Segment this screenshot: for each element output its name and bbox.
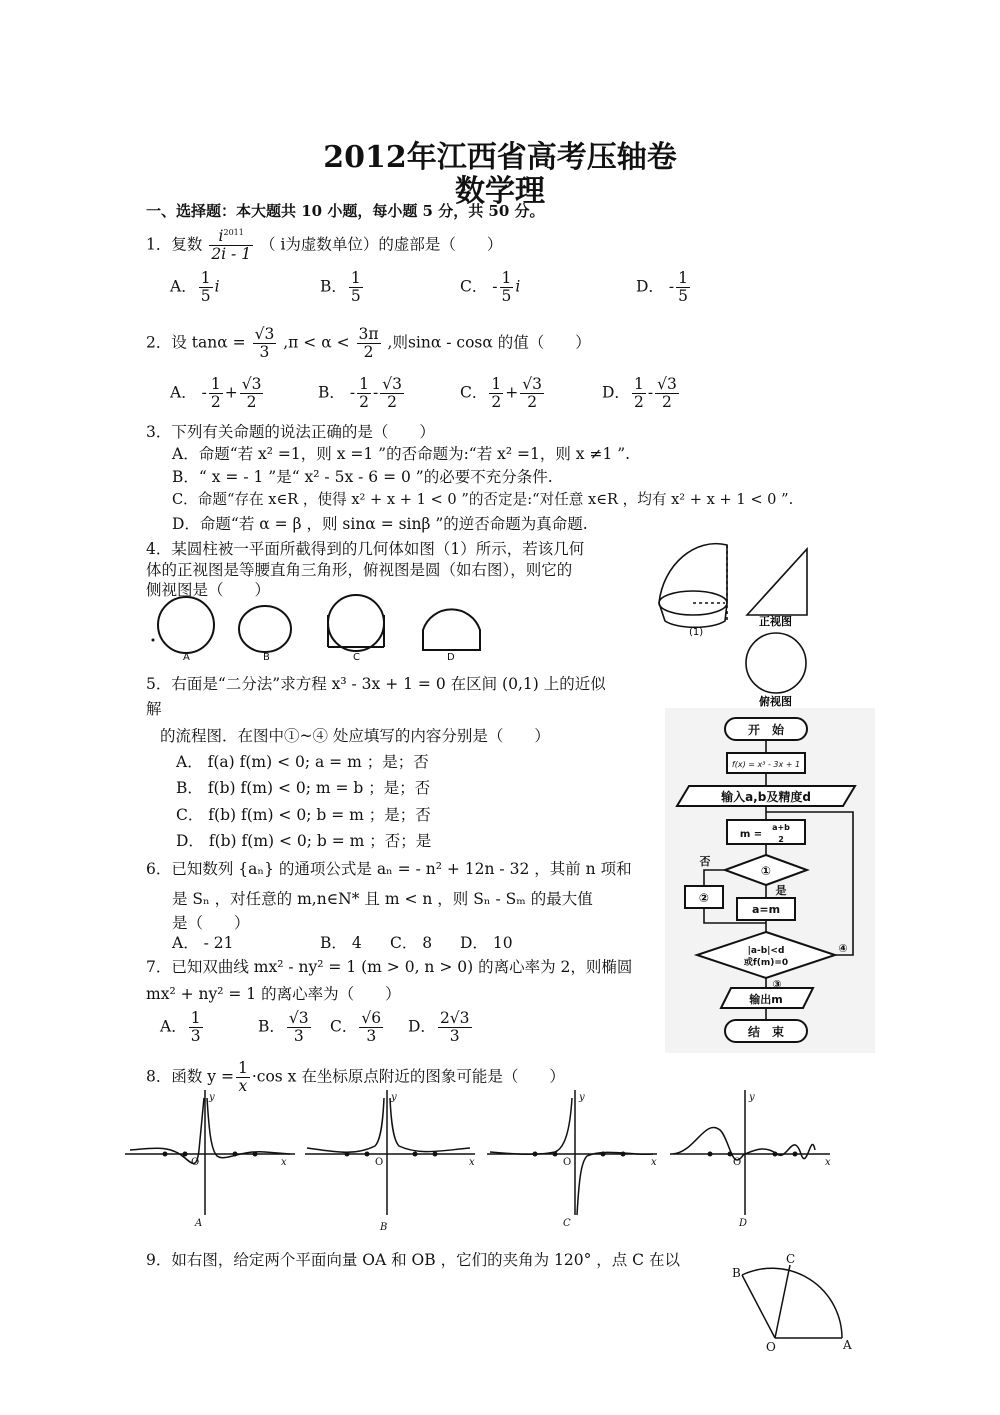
graph-b-origin: O bbox=[375, 1157, 384, 1168]
question-5-line2: 解 bbox=[146, 700, 162, 718]
q4-solid-figures bbox=[655, 535, 825, 708]
q1-option-d: D． - $\frac{1}{5}$ bbox=[636, 269, 688, 306]
flow-no-label: 否 bbox=[699, 855, 711, 868]
q3-option-c: C．命题“存在 x∈R ，使得 x² + x + 1 < 0 ”的否定是:“对任意 x∈R ，均有 x² + x + 1 < 0 ”. bbox=[172, 491, 794, 508]
graph-d-y: y bbox=[749, 1092, 755, 1103]
q2-option-c: C． $\frac{1}{2}$ + $\frac{√3}{2}$ bbox=[460, 375, 542, 412]
q4-label-d: D bbox=[447, 652, 455, 663]
question-7-line2: mx² + ny² = 1 的离心率为（ ） bbox=[146, 985, 401, 1003]
flow-a-eq: a=m bbox=[751, 903, 781, 916]
graph-d-label: D bbox=[739, 1218, 748, 1229]
question-9: 9．如右图，给定两个平面向量 OA 和 OB ，它们的夹角为 120° ，点 C 在以 bbox=[146, 1251, 680, 1269]
q5-option-a: A． f(a) f(m) < 0; a = m ；是；否 bbox=[176, 753, 429, 771]
question-4-line2: 体的正视图是等腰直角三角形，俯视图是圆（如右图），则它的 bbox=[146, 561, 573, 579]
flow-circle-3: ③ bbox=[772, 978, 782, 991]
flow-circle-2: ② bbox=[698, 891, 710, 905]
question-6-line3: 是（ ） bbox=[172, 914, 250, 932]
question-5-line3: 的流程图．在图中①~④ 处应填写的内容分别是（ ） bbox=[160, 727, 550, 745]
graph-b-y: y bbox=[391, 1092, 397, 1103]
q2-option-a: A． - $\frac{1}{2}$ + $\frac{√3}{2}$ bbox=[170, 375, 262, 412]
q1-fraction: $\frac{i^{2011}}{2i - 1}$ bbox=[211, 227, 252, 264]
q6-option-c: C． 8 bbox=[390, 934, 433, 952]
question-7-line1: 7．已知双曲线 mx² - ny² = 1 (m > 0, n > 0) 的离心率为 2，则椭圆 bbox=[146, 958, 633, 976]
flow-m-eq: m = bbox=[739, 829, 763, 840]
q5-flowchart bbox=[665, 708, 875, 1053]
q2-option-d: D． $\frac{1}{2}$ - $\frac{√3}{2}$ bbox=[602, 375, 677, 412]
section-heading: 一、选择题：本大题共 10 小题，每小题 5 分，共 50 分。 bbox=[146, 202, 545, 220]
flow-circle-1: ① bbox=[760, 864, 772, 878]
q4-label-a: A bbox=[183, 652, 190, 663]
q6-option-b: B． 4 bbox=[320, 934, 362, 952]
q9-point-o: O bbox=[766, 1340, 776, 1354]
graph-b-label: B bbox=[380, 1222, 388, 1233]
question-8: 8．函数 y = $\frac{1}{x}$ ·cos x 在坐标原点附近的图象可能是（ ） bbox=[146, 1059, 565, 1096]
graph-c-x: x bbox=[651, 1157, 657, 1168]
q9-point-b: B bbox=[732, 1266, 741, 1280]
flow-circle-4: ④ bbox=[838, 942, 848, 955]
q9-figure bbox=[730, 1252, 860, 1355]
q3-option-b: B．“ x = - 1 ”是“ x² - 5x - 6 = 0 ”的必要不充分条件. bbox=[172, 468, 553, 486]
q1-option-b: B． $\frac{1}{5}$ bbox=[320, 269, 361, 306]
graph-c-label: C bbox=[563, 1218, 571, 1229]
graph-d-origin: O bbox=[733, 1157, 742, 1168]
q1-option-c: C． - $\frac{1}{5}$ i bbox=[460, 269, 521, 306]
graph-a-y: y bbox=[209, 1092, 215, 1103]
q4-choice-figures bbox=[150, 595, 480, 665]
q5-option-c: C． f(b) f(m) < 0; b = m ；是；否 bbox=[176, 806, 431, 824]
q1-option-a: A． $\frac{1}{5}$ i bbox=[170, 269, 220, 306]
flow-cond-1: |a-b|<d bbox=[747, 946, 785, 956]
page-title: 2012年江西省高考压轴卷 bbox=[323, 140, 677, 175]
q7-option-b: B． $\frac{√3}{3}$ bbox=[258, 1009, 309, 1046]
flow-input: 输入a,b及精度d bbox=[721, 790, 811, 804]
q8-graphs bbox=[125, 1090, 840, 1233]
q5-option-d: D． f(b) f(m) < 0; b = m ；否；是 bbox=[176, 832, 432, 850]
q1-suffix: （ i为虚数单位）的虚部是（ ） bbox=[260, 235, 503, 254]
flow-end: 结 束 bbox=[747, 1025, 785, 1039]
graph-c-y: y bbox=[579, 1092, 585, 1103]
q7-option-c: C． $\frac{√6}{3}$ bbox=[330, 1009, 382, 1046]
question-4-line1: 4．某圆柱被一平面所截得到的几何体如图（1）所示，若该几何 bbox=[146, 540, 585, 558]
graph-c-origin: O bbox=[563, 1157, 572, 1168]
graph-b-x: x bbox=[469, 1157, 475, 1168]
graph-d-x: x bbox=[825, 1157, 831, 1168]
graph-a-label: A bbox=[195, 1218, 203, 1229]
q7-option-d: D． $\frac{2√3}{3}$ bbox=[408, 1009, 470, 1046]
q4-label-c: C bbox=[353, 652, 360, 663]
top-view-label: 俯视图 bbox=[759, 695, 792, 708]
graph-a-origin: O bbox=[191, 1157, 200, 1168]
graph-a-x: x bbox=[281, 1157, 287, 1168]
q5-option-b: B． f(b) f(m) < 0; m = b ；是；否 bbox=[176, 779, 431, 797]
q2-option-b: B． - $\frac{1}{2}$ - $\frac{√3}{2}$ bbox=[318, 375, 402, 412]
question-6-line1: 6．已知数列 {aₙ} 的通项公式是 aₙ = - n² + 12n - 32 ，其前 n 项和 bbox=[146, 860, 632, 878]
q3-option-a: A．命题“若 x² =1，则 x =1 ”的否命题为:“若 x² =1，则 x ≠1 ”. bbox=[172, 445, 631, 463]
fig1-label: (1) bbox=[689, 627, 704, 638]
question-4-line3: 侧视图是（ ） bbox=[146, 581, 271, 599]
question-3: 3．下列有关命题的说法正确的是（ ） bbox=[146, 423, 435, 441]
q9-point-c: C bbox=[786, 1252, 796, 1266]
flow-yes-label: 是 bbox=[775, 884, 787, 897]
q6-option-a: A． - 21 bbox=[172, 934, 234, 952]
q9-point-a: A bbox=[843, 1338, 852, 1352]
question-2: 2．设 tanα = $\frac{√3}{3}$ ,π < α < $\frac{3\pi}{2}$ ,则sinα - cosα 的值（ ） bbox=[146, 325, 591, 362]
flow-m-den: 2 bbox=[778, 835, 784, 844]
page-subtitle: 数学理 bbox=[455, 174, 545, 209]
q1-prefix: 1．复数 bbox=[146, 235, 203, 254]
q4-label-b: B bbox=[263, 652, 270, 663]
q7-option-a: A． $\frac{1}{3}$ bbox=[160, 1009, 201, 1046]
flow-output: 输出m bbox=[749, 993, 783, 1006]
q6-option-d: D． 10 bbox=[460, 934, 513, 952]
q3-option-d: D．命题“若 α = β ，则 sinα = sinβ ”的逆否命题为真命题. bbox=[172, 515, 588, 533]
flow-cond-2: 或f(m)=0 bbox=[743, 958, 789, 968]
question-6-line2: 是 Sₙ ，对任意的 m,n∈N* 且 m < n ，则 Sₙ - Sₘ 的最大值 bbox=[172, 890, 593, 908]
flow-start: 开 始 bbox=[747, 723, 785, 737]
question-5-line1: 5．右面是“二分法”求方程 x³ - 3x + 1 = 0 在区间 (0,1) 上的近似 bbox=[146, 675, 606, 693]
question-1 bbox=[146, 228, 502, 263]
front-view-label: 正视图 bbox=[759, 615, 792, 628]
flow-function: f(x) = x³ - 3x + 1 bbox=[731, 760, 801, 769]
flow-m-num: a+b bbox=[772, 823, 790, 832]
